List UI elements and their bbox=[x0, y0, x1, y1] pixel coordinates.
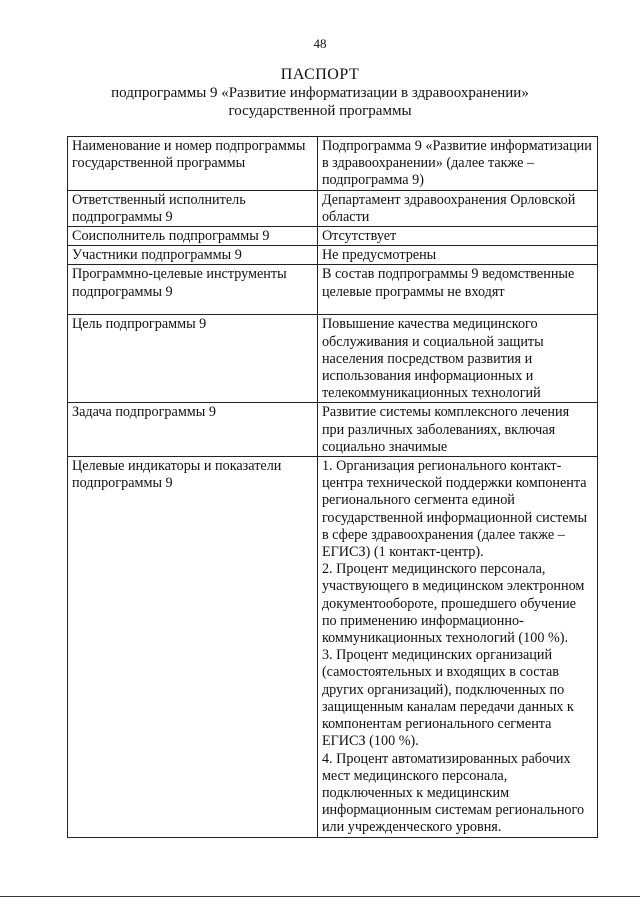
table-row bbox=[68, 403, 598, 457]
row-value-cell: Не предусмотрены bbox=[317, 246, 597, 265]
indicator-item: 1. Организация регионального контакт-центра технической поддержки компонента регионального сегмента единой государственной информационной системы в сфере здравоохранения (далее также – ЕГИСЗ) (1 контакт-центр). bbox=[321, 458, 588, 561]
indicator-item: 3. Процент медицинских организаций (самостоятельных и входящих в состав других организаций), подключенных по защищенным каналам передачи данных к компонентам регионального сегмента ЕГИСЗ (100 %). bbox=[321, 647, 574, 750]
row-name-cell: Целевые индикаторы и показатели подпрограммы 9 bbox=[68, 457, 318, 837]
document-title: ПАСПОРТ bbox=[280, 66, 360, 83]
indicators-cell bbox=[317, 457, 597, 837]
row-value-cell: В состав подпрограммы 9 ведомственные целевые программы не входят bbox=[317, 265, 597, 315]
row-name-cell: Программно-целевые инструменты подпрограммы 9 bbox=[68, 265, 318, 315]
passport-table bbox=[67, 136, 598, 838]
row-value-cell: Повышение качества медицинского обслуживания и социальной защиты населения посредством развития и использования информационных и телекоммуникационных технологий bbox=[317, 315, 597, 403]
table-row bbox=[68, 137, 598, 191]
indicator-item: 4. Процент автоматизированных рабочих мест медицинского персонала, подключенных к медицинским информационным системам регионального или учрежденческого уровня. bbox=[321, 750, 585, 836]
table-row bbox=[68, 227, 598, 246]
row-name-cell: Цель подпрограммы 9 bbox=[68, 315, 318, 403]
table-row bbox=[68, 315, 598, 403]
page-bottom-edge-line bbox=[0, 896, 640, 897]
document-subtitle-line-2: государственной программы bbox=[228, 103, 412, 119]
row-name-cell: Участники подпрограммы 9 bbox=[68, 246, 318, 265]
table-row bbox=[68, 190, 598, 226]
row-name-cell: Наименование и номер подпрограммы государственной программы bbox=[68, 137, 318, 191]
document-title-block bbox=[0, 66, 640, 120]
row-value-cell: Отсутствует bbox=[317, 227, 597, 246]
table-row bbox=[68, 265, 598, 315]
document-subtitle-line-1: подпрограммы 9 «Развитие информатизации в здравоохранении» bbox=[111, 85, 529, 101]
row-name-cell: Ответственный исполнитель подпрограммы 9 bbox=[68, 190, 318, 226]
row-name-cell: Соисполнитель подпрограммы 9 bbox=[68, 227, 318, 246]
row-value-cell: Департамент здравоохранения Орловской области bbox=[317, 190, 597, 226]
page-number: 48 bbox=[313, 36, 327, 51]
table-row bbox=[68, 457, 598, 837]
indicator-item: 2. Процент медицинского персонала, участвующего в медицинском электронном документообороте, прошедшего обучение по применению информационно-коммуникационных технологий (100 %). bbox=[321, 561, 585, 647]
row-value-cell: Подпрограмма 9 «Развитие информатизации в здравоохранении» (далее также – подпрограмма 9) bbox=[317, 137, 597, 191]
row-value-cell: Развитие системы комплексного лечения при различных заболеваниях, включая социально значимые bbox=[317, 403, 597, 457]
table-row bbox=[68, 246, 598, 265]
row-name-cell: Задача подпрограммы 9 bbox=[68, 403, 318, 457]
